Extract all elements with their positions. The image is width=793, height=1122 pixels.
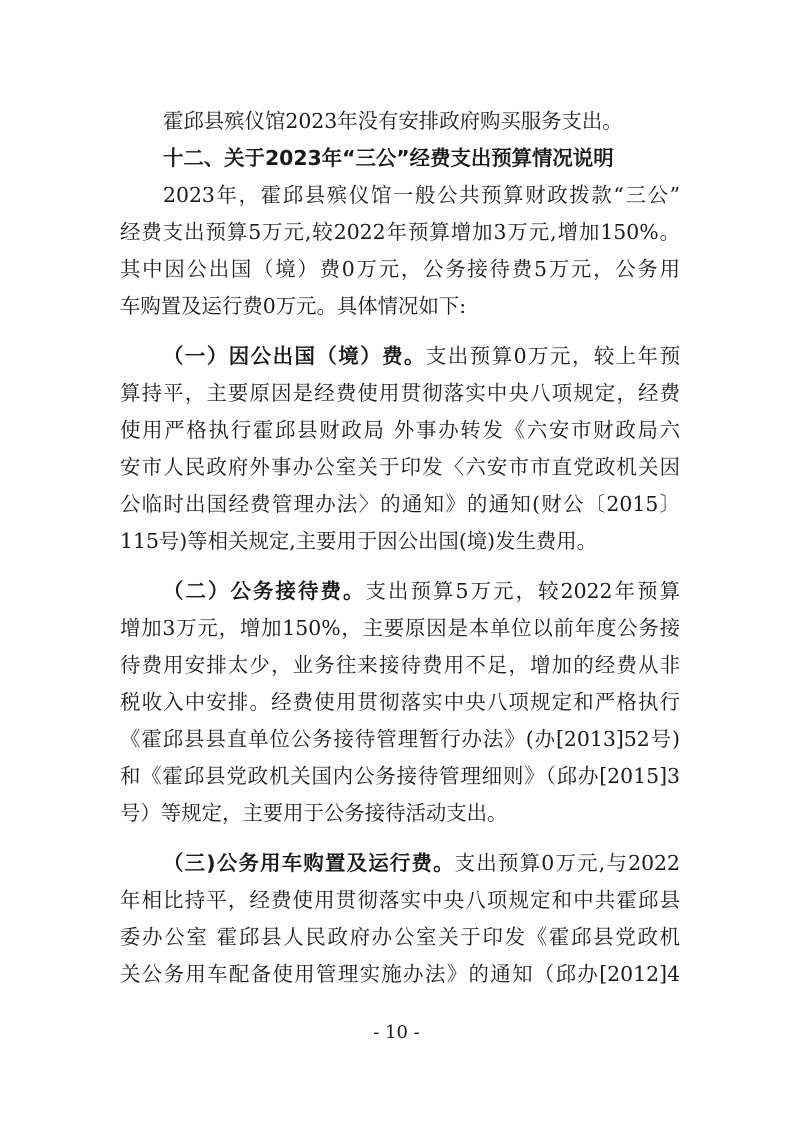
paragraph-line: 号）等规定，主要用于公务接待活动支出。	[120, 801, 508, 825]
paragraph-line: 安市人民政府外事办公室关于印发〈六安市市直党政机关因	[120, 455, 680, 479]
paragraph-line: 委办公室 霍邱县人民政府办公室关于印发《霍邱县党政机	[120, 925, 680, 949]
paragraph-line: 2023年，霍邱县殡仪馆一般公共预算财政拨款“三公”	[163, 183, 680, 207]
subsection-line	[163, 845, 680, 881]
paragraph-line: 年相比持平，经费使用贯彻落实中央八项规定和中共霍邱县	[120, 888, 680, 912]
subsection-text: 支出预算5万元，较2022年预算	[365, 579, 680, 603]
subsection-line	[163, 573, 680, 609]
paragraph-line: 115号)等相关规定,主要用于因公出国(境)发生费用。	[120, 529, 598, 553]
paragraph-line: 经费支出预算5万元,较2022年预算增加3万元,增加150%。	[120, 220, 680, 244]
paragraph-line: 《霍邱县县直单位公务接待管理暂行办法》(办[2013]52号)	[120, 727, 680, 751]
paragraph-line: 增加3万元，增加150%，主要原因是本单位以前年度公务接	[120, 616, 680, 640]
subsection-heading: （一）因公出国（境）费。	[163, 344, 426, 368]
paragraph-line: 霍邱县殡仪馆2023年没有安排政府购买服务支出。	[163, 109, 623, 133]
section-heading: 十二、关于2023年“三公”经费支出预算情况说明	[163, 146, 614, 170]
page-number: - 10 -	[373, 1022, 420, 1043]
paragraph-line: 待费用安排太少，业务往来接待费用不足，增加的经费从非	[120, 653, 680, 677]
subsection-heading: （三)公务用车购置及运行费。	[163, 851, 455, 875]
subsection-text: 支出预算0万元,与2022	[454, 851, 680, 875]
subsection-text: 支出预算0万元，较上年预	[425, 344, 680, 368]
paragraph-line: 车购置及运行费0万元。具体情况如下:	[120, 294, 467, 318]
paragraph-line: 其中因公出国（境）费0万元，公务接待费5万元，公务用	[120, 257, 680, 281]
paragraph-line: 和《霍邱县党政机关国内公务接待管理细则》（邱办[2015]3	[120, 764, 680, 788]
paragraph-line: 算持平，主要原因是经费使用贯彻落实中央八项规定，经费	[120, 381, 680, 405]
paragraph-line: 公临时出国经费管理办法〉的通知》的通知(财公〔2015〕	[120, 492, 680, 516]
subsection-line	[163, 338, 680, 374]
subsection-heading: （二）公务接待费。	[163, 579, 366, 603]
paragraph-line: 关公务用车配备使用管理实施办法》的通知（邱办[2012]4	[120, 962, 680, 986]
paragraph-line: 使用严格执行霍邱县财政局 外事办转发《六安市财政局六	[120, 418, 680, 442]
paragraph-line: 税收入中安排。经费使用贯彻落实中央八项规定和严格执行	[120, 690, 680, 714]
